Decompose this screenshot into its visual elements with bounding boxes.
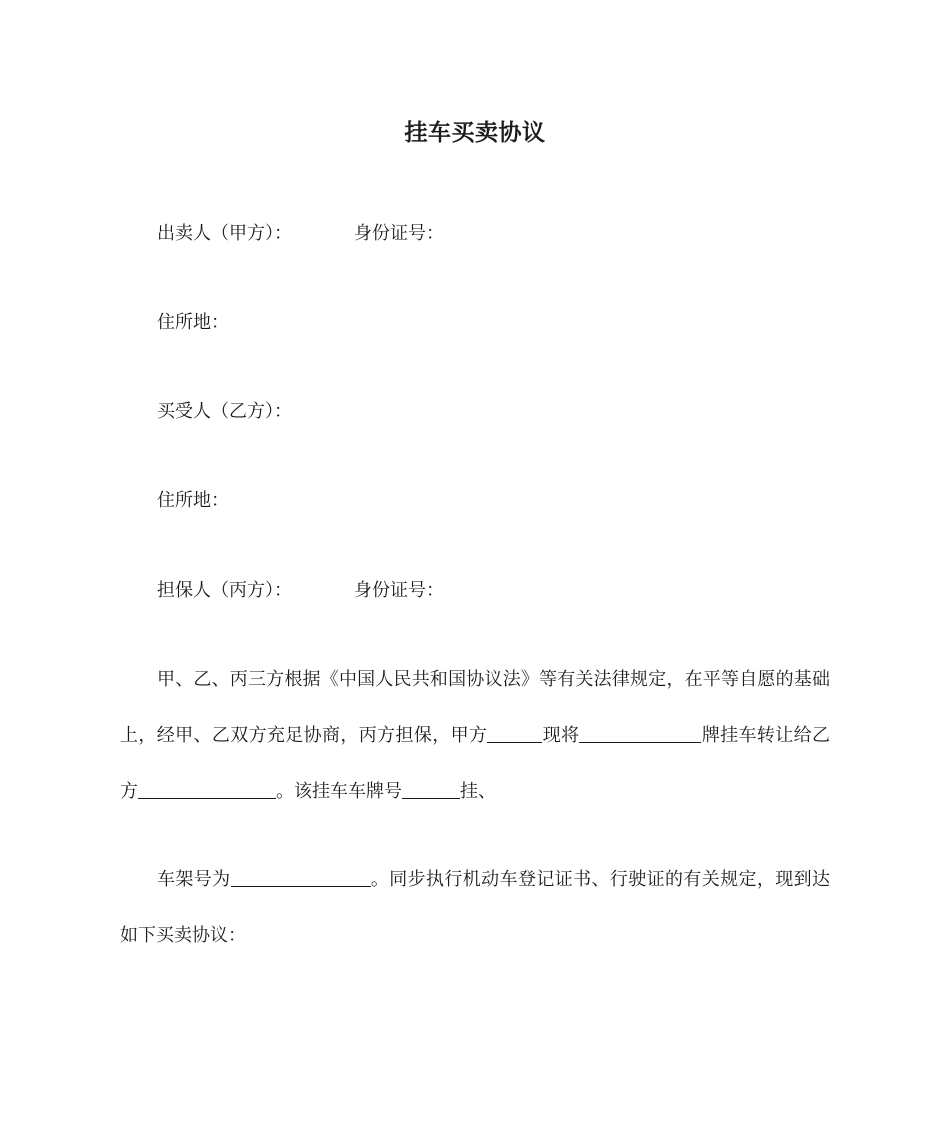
seller-address-label: 住所地： bbox=[157, 312, 229, 333]
paragraph1-text-2: 现将 bbox=[542, 725, 580, 746]
seller-label: 出卖人（甲方）： bbox=[157, 223, 292, 244]
buyer-address-line bbox=[157, 489, 229, 513]
buyer-name-blank bbox=[138, 780, 276, 799]
guarantor-label: 担保人（丙方）： bbox=[157, 580, 292, 601]
seller-address-line bbox=[157, 311, 229, 335]
guarantor-id-label: 身份证号： bbox=[354, 580, 444, 601]
paragraph1-text-4: 。该挂车车牌号 bbox=[276, 781, 402, 802]
frame-number-blank bbox=[231, 868, 371, 887]
paragraph2-text-1: 车架号为 bbox=[157, 869, 231, 890]
guarantor-line bbox=[157, 579, 444, 603]
buyer-label: 买受人（乙方）： bbox=[157, 401, 292, 422]
plate-number-blank bbox=[402, 780, 460, 799]
paragraph1-text-1: 甲、乙、丙三方根据《中国人民共和国协议法》等有关法律规定，在平等自愿的基础上，经甲、乙双方充足协商，丙方担保，甲方 bbox=[120, 669, 830, 746]
document-title: 挂车买卖协议 bbox=[404, 120, 546, 146]
agreement-paragraph-2 bbox=[120, 852, 830, 964]
paragraph2-text-2: 。同步执行机动车登记证书、行驶证的有关规定，现到达如下买卖协议： bbox=[120, 869, 831, 946]
buyer-line bbox=[157, 400, 292, 424]
paragraph1-text-5: 挂、 bbox=[460, 781, 496, 802]
agreement-paragraph-1 bbox=[120, 652, 830, 820]
seller-id-label: 身份证号： bbox=[354, 223, 444, 244]
paragraph1-text-3: 牌挂车转让给乙方 bbox=[120, 725, 831, 802]
seller-line bbox=[157, 222, 444, 246]
buyer-address-label: 住所地： bbox=[157, 490, 229, 511]
plate-brand-blank bbox=[579, 724, 701, 743]
seller-name-blank bbox=[487, 724, 542, 743]
